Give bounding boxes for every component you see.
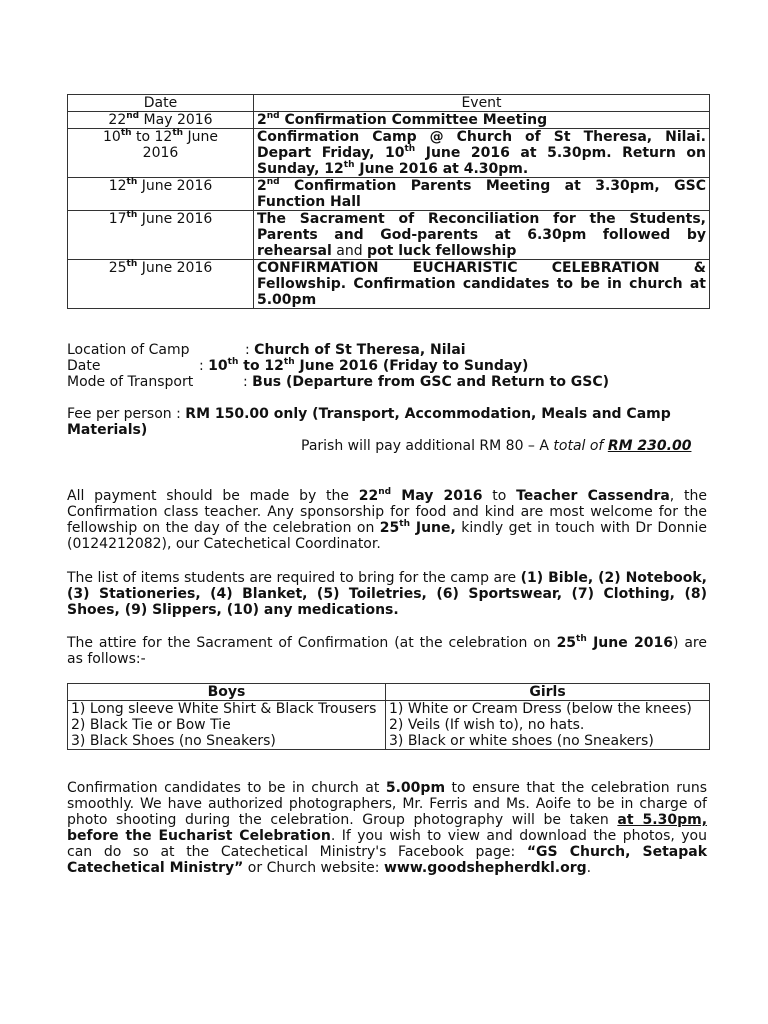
event-description: The Sacrament of Reconciliation for the Students, Parents and God-parents at 6.30pm followed by rehearsal and pot luck fellowship xyxy=(254,211,710,260)
event-header: Event xyxy=(254,95,710,112)
boys-item: 3) Black Shoes (no Sneakers) xyxy=(71,733,276,749)
location-value: : Church of St Theresa, Nilai xyxy=(245,342,466,358)
event-row xyxy=(68,260,710,309)
event-date: 25th June 2016 xyxy=(68,260,254,309)
date-header: Date xyxy=(68,95,254,112)
event-row xyxy=(68,129,710,178)
event-date: 17th June 2016 xyxy=(68,211,254,260)
camp-info xyxy=(67,342,707,390)
attire-intro: The attire for the Sacrament of Confirmation (at the celebration on 25th June 2016) are as follows:- xyxy=(67,634,707,667)
girls-header: Girls xyxy=(386,684,710,701)
website-link[interactable]: www.goodshepherdkl.org xyxy=(383,860,587,876)
location-label: Location of Camp xyxy=(67,342,190,358)
event-date: 12th June 2016 xyxy=(68,178,254,211)
event-description: 2nd Confirmation Committee Meeting xyxy=(254,112,710,129)
event-date: 22nd May 2016 xyxy=(68,112,254,129)
boys-item: 2) Black Tie or Bow Tie xyxy=(71,717,231,733)
girls-item: 2) Veils (If wish to), no hats. xyxy=(389,717,585,733)
attire-table xyxy=(67,683,710,750)
event-description: Confirmation Camp @ Church of St Theresa, Nilai. Depart Friday, 10th June 2016 at 5.30pm. Return on Sunday, 12th June 2016 at 4.30pm. xyxy=(254,129,710,178)
attire-row xyxy=(68,701,710,750)
boys-header: Boys xyxy=(68,684,386,701)
girls-item: 3) Black or white shoes (no Sneakers) xyxy=(389,733,654,749)
transport-value: : Bus (Departure from GSC and Return to GSC) xyxy=(243,374,610,390)
events-table xyxy=(67,94,710,309)
events-header-row xyxy=(68,95,710,112)
boys-attire xyxy=(68,701,386,750)
date-row xyxy=(67,358,707,374)
date-value: : 10th to 12th June 2016 (Friday to Sunday) xyxy=(199,357,529,374)
fee-block xyxy=(67,406,707,454)
event-date: 10th to 12th June 2016 xyxy=(68,129,254,178)
payment-paragraph: All payment should be made by the 22nd May 2016 to Teacher Cassendra, the Confirmation class teacher. Any sponsorship for food and kind are most welcome for the fellowship on the day of the celebration on 25th June, kindly get in touch with Dr Donnie (0124212082), our Catechetical Coordinator. xyxy=(67,487,707,552)
location-row xyxy=(67,342,707,358)
girls-item: 1) White or Cream Dress (below the knees) xyxy=(389,701,692,717)
transport-label: Mode of Transport xyxy=(67,374,194,390)
items-paragraph: The list of items students are required to bring for the camp are (1) Bible, (2) Notebook, (3) Stationeries, (4) Blanket, (5) Toiletries, (6) Sportswear, (7) Clothing, (8) Shoes, (9) Slippers, (10) any medications. xyxy=(67,570,707,618)
total-amount: RM 230.00 xyxy=(607,438,692,454)
girls-attire xyxy=(386,701,710,750)
event-description: 2nd Confirmation Parents Meeting at 3.30pm, GSC Function Hall xyxy=(254,178,710,211)
boys-item: 1) Long sleeve White Shirt & Black Trousers xyxy=(71,701,377,717)
date-label: Date xyxy=(67,358,101,374)
parish-line: Parish will pay additional RM 80 – A total of RM 230.00 xyxy=(301,438,692,454)
transport-row xyxy=(67,374,707,390)
event-row xyxy=(68,112,710,129)
event-description: CONFIRMATION EUCHARISTIC CELEBRATION & Fellowship. Confirmation candidates to be in church at 5.00pm xyxy=(254,260,710,309)
closing-paragraph: Confirmation candidates to be in church at 5.00pm to ensure that the celebration runs smoothly. We have authorized photographers, Mr. Ferris and Ms. Aoife to be in charge of photo shooting during the celebration. Group photography will be taken at 5.30pm, before the Eucharist Celebration. If you wish to view and download the photos, you can do so at the Catechetical Ministry's Facebook page: “GS Church, Setapak Catechetical Ministry” or Church website: www.goodshepherdkl.org. xyxy=(67,780,708,876)
event-row xyxy=(68,211,710,260)
attire-header-row xyxy=(68,684,710,701)
event-row xyxy=(68,178,710,211)
fee-line: Fee per person : RM 150.00 only (Transport, Accommodation, Meals and Camp Materials) xyxy=(67,406,671,438)
